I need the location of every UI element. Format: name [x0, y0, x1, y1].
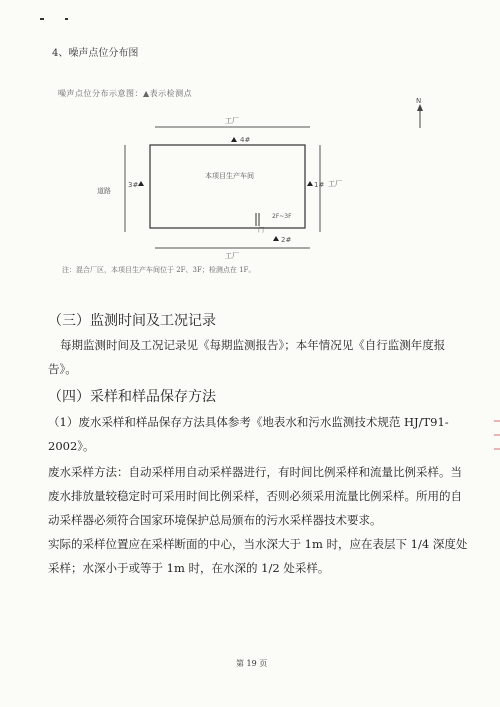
diagram-legend: 噪声点位分布示意图：▲表示检测点: [58, 89, 193, 98]
point-4-marker: [231, 137, 237, 142]
edge-mark: [494, 448, 500, 450]
point-1-marker: [307, 181, 313, 186]
heading-monitoring-time: （三）监测时间及工况记录: [48, 313, 216, 329]
right-factory-label: 工厂: [328, 180, 342, 188]
door-label: 门: [258, 227, 265, 234]
sampling-method-paragraph: 废水采样方法：自动采样用自动采样器进行，有时间比例采样和流量比例采样。当废水排放量较稳定时可采用时间比例采样，否则必须采用流量比例采样。所用的自动采样器必须符合国家环境保护总局颁布的污水采样器技术要求。: [48, 465, 462, 527]
north-arrow-head: [417, 104, 423, 111]
top-factory-label: 工厂: [225, 117, 239, 125]
point-2-label: 2#: [281, 236, 292, 244]
noise-point-diagram: [0, 0, 500, 300]
page-number: 第 19 页: [236, 659, 268, 668]
road-label: 道路: [97, 187, 111, 195]
floor-label: 2F~3F: [272, 213, 292, 220]
point-3-marker: [138, 181, 144, 186]
edge-mark: [494, 434, 500, 436]
edge-mark: [494, 420, 500, 422]
point-1-label: 1#: [314, 181, 325, 189]
section-title: 4、噪声点位分布图: [52, 48, 139, 59]
wastewater-reference-text: （1）废水采样和样品保存方法具体参考《地表水和污水监测技术规范 HJ/T91-2002》。: [48, 415, 449, 453]
point-4-label: 4#: [240, 136, 251, 144]
bottom-factory-label: 工厂: [225, 252, 239, 260]
building-label: 本项目生产车间: [205, 172, 254, 180]
sampling-position-paragraph: 实际的采样位置应在采样断面的中心，当水深大于 1m 时，应在表层下 1/4 深度处采样；水深小于或等于 1m 时，在水深的 1/2 处采样。: [48, 537, 468, 575]
heading-sampling-method: （四）采样和样品保存方法: [48, 389, 216, 405]
monitoring-time-text: 每期监测时间及工况记录见《每期监测报告》；本年情况见《自行监测年度报告》。: [48, 338, 446, 376]
diagram-note: 注：混合厂区，本项目生产车间位于 2F、3F；检测点在 1F。: [62, 266, 256, 274]
point-2-marker: [273, 236, 279, 241]
north-label: N: [416, 97, 422, 105]
sampling-method-text: [48, 460, 468, 580]
point-3-label: 3#: [128, 181, 139, 189]
